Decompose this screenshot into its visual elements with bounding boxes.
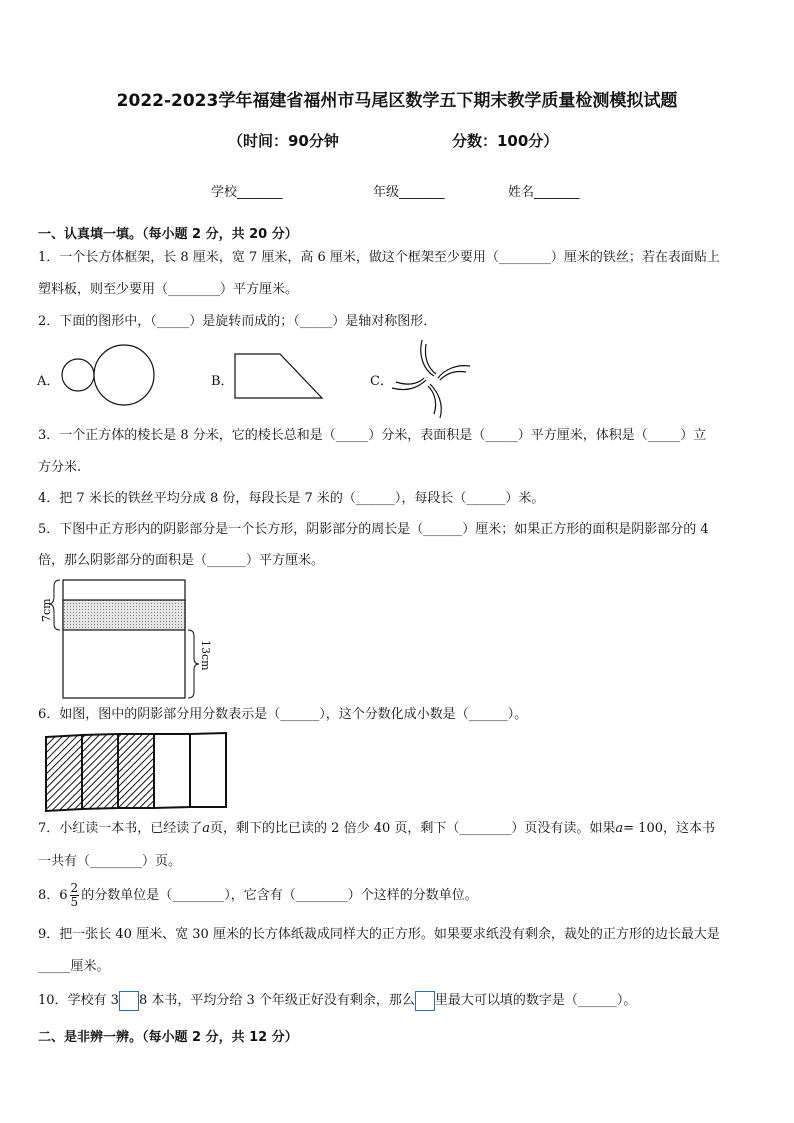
section-2-heading: 二、是非辨一辨。（每小题 2 分，共 12 分） [38,1030,298,1045]
section-1-heading: 一、认真填一填。（每小题 2 分，共 20 分） [38,227,298,242]
strip-cell-5 [190,733,226,807]
name-field: 姓名_______ [508,185,580,200]
grade-field: 年级_______ [373,185,445,200]
label-7cm: 7cm [40,598,53,622]
strip-cell-1 [46,735,82,811]
q3-line2: 方分米. [38,460,82,475]
q2-option-c-label: C． [370,374,393,389]
q8-line1 [38,881,478,911]
q8-suffix: 的分数单位是（________），它含有（________）个这样的分数单位。 [81,888,478,903]
q5-line2: 倍，那么阴影部分的面积是（______）平方厘米。 [38,553,325,568]
q9-line2: _____厘米。 [38,959,110,974]
label-13cm: 13cm [199,640,212,671]
q1-line2: 塑料板，则至少要用（________）平方厘米。 [38,282,299,297]
large-circle [94,345,154,405]
q2-line1: 2．下面的图形中，（_____）是旋转而成的；（_____）是轴对称图形． [38,314,437,329]
q8-prefix: 8．6 [38,888,68,903]
exam-score: 分数：100分） [452,132,559,150]
q7-text-2: 页，剩下的比已读的 2 倍少 40 页，剩下（________）页没有读。如果 [210,821,616,836]
brace-13cm [188,630,199,698]
q10-digit-box-2[interactable] [415,991,435,1011]
strip-cell-2 [82,734,118,809]
figure-a-circles [60,346,180,408]
strip-cell-3 [118,734,154,808]
q7-var-a-2: a [615,821,624,836]
q8-denominator: 5 [70,895,79,909]
q10-digit-box-1[interactable] [119,991,139,1011]
q6-strip-figure [44,733,228,813]
q6-line1: 6．如图，图中的阴影部分用分数表示是（______），这个分数化成小数是（______）。 [38,707,528,722]
strip-cell-4 [154,734,190,808]
shaded-rectangle [63,600,185,630]
page-title: 2022-2023学年福建省福州市马尾区数学五下期末教学质量检测模拟试题 [116,91,678,111]
q8-numerator: 2 [70,881,79,895]
figure-c-rotation [388,338,474,420]
q9-line1: 9．把一张长 40 厘米、宽 30 厘米的长方体纸裁成同样大的正方形。如果要求纸没有剩余，裁处的正方形的边长最大是 [38,927,720,942]
q7-text-1: 7．小红读一本书，已经读了 [38,821,203,836]
q10-text-1: 10．学校有 3 [38,993,119,1008]
exam-time: （时间：90分钟 [228,132,339,150]
q10-line1 [38,990,636,1012]
figure-b-trapezoid [234,353,326,401]
q10-text-3: 里最大可以填的数字是（______）。 [434,993,637,1008]
q7-var-a: a [202,821,211,836]
q2-option-a-label: A． [37,374,60,389]
q10-text-2: 8 本书，平均分给 3 个年级正好没有剩余，那么 [138,993,415,1008]
q5-square-figure [30,578,220,700]
outer-square [63,580,185,698]
q2-option-b-label: B． [211,374,234,389]
q4-line1: 4．把 7 米长的铁丝平均分成 8 份，每段长是 7 米的（______），每段长（______）米。 [38,491,545,506]
q3-line1: 3．一个正方体的棱长是 8 分米，它的棱长总和是（_____）分米，表面积是（_____）平方厘米，体积是（_____）立 [38,428,707,443]
school-field: 学校_______ [211,185,283,200]
q7-line2: 一共有（________）页。 [38,854,182,869]
q1-line1: 1．一个长方体框架，长 8 厘米，宽 7 厘米，高 6 厘米，做这个框架至少要用（________）厘米的铁丝；若在表面贴上 [38,250,720,265]
q5-line1: 5．下图中正方形内的阴影部分是一个长方形，阴影部分的周长是（______）厘米；如果正方形的面积是阴影部分的 4 [38,522,709,537]
small-circle [62,359,94,391]
q7-text-3: = 100，这本书 [623,821,715,836]
trapezoid-shape [235,354,322,398]
q7-line1 [38,819,715,839]
q8-fraction [70,882,80,909]
